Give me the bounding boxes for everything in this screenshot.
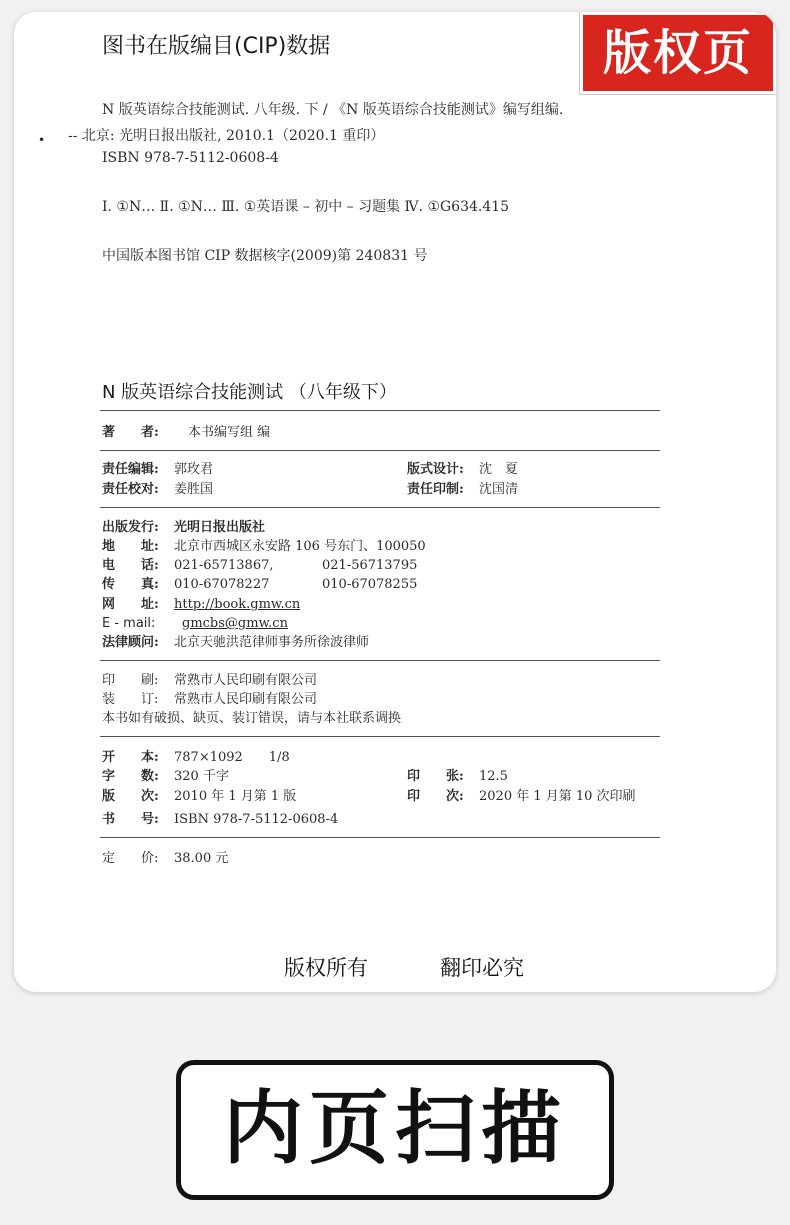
cip-approval-number: 中国版本图书馆 CIP 数据核字(2009)第 240831 号 [102, 248, 428, 264]
impression-row [407, 788, 636, 806]
cip-line-1: N 版英语综合技能测试. 八年级. 下 / 《N 版英语综合技能测试》编写组编. [102, 102, 564, 118]
binder-label: 装 订: [102, 692, 159, 707]
author-row [102, 424, 270, 442]
copyright-page-card [14, 12, 776, 992]
phone-2: 021-56713795 [322, 558, 418, 573]
edition-value: 2010 年 1 月第 1 版 [174, 789, 297, 804]
inner-page-scan-label: 内页扫描 [176, 1060, 614, 1200]
book-title: N 版英语综合技能测试 （八年级下） [102, 382, 397, 403]
copyright-page-badge: 版权页 [580, 12, 776, 94]
impression-label: 印 次: [407, 789, 464, 804]
address-value: 北京市西城区永安路 106 号东门、100050 [174, 539, 426, 554]
legal-row [102, 634, 369, 652]
print-responsibility-label: 责任印制: [407, 482, 464, 497]
design-label: 版式设计: [407, 462, 464, 477]
printer-label: 印 刷: [102, 673, 159, 688]
isbn-row [102, 811, 338, 829]
fax-row [102, 576, 417, 594]
address-label: 地 址: [102, 539, 159, 554]
all-rights-reserved: 版权所有 [284, 956, 368, 980]
fax-2: 010-67078255 [322, 577, 418, 592]
word-count-label: 字 数: [102, 769, 159, 784]
binder-row [102, 691, 317, 709]
author-label: 著 者: [102, 425, 159, 440]
fax-label: 传 真: [102, 577, 159, 592]
design-value: 沈 夏 [479, 462, 519, 477]
price-row [102, 850, 228, 868]
edition-row [102, 788, 296, 806]
price-label: 定 价: [102, 851, 159, 866]
cip-isbn: ISBN 978-7-5112-0608-4 [102, 150, 279, 166]
binder-value: 常熟市人民印刷有限公司 [174, 692, 318, 707]
proof-row [102, 481, 213, 499]
website-label: 网 址: [102, 597, 159, 612]
piracy-prohibited: 翻印必究 [440, 956, 524, 980]
legal-label: 法律顾问: [102, 635, 159, 650]
format-value: 787×1092 1/8 [174, 750, 290, 765]
cip-classification: Ⅰ. ①N… Ⅱ. ①N… Ⅲ. ①英语课 – 初中 – 习题集 Ⅳ. ①G634.415 [102, 199, 510, 215]
divider [100, 450, 660, 451]
author-value: 本书编写组 编 [188, 425, 271, 440]
word-count-value: 320 千字 [174, 769, 229, 784]
word-count-row [102, 768, 229, 786]
price-value: 38.00 元 [174, 851, 229, 866]
isbn-label: 书 号: [102, 812, 159, 827]
format-label: 开 本: [102, 750, 159, 765]
divider [100, 736, 660, 737]
cip-line-2: -- 北京: 光明日报出版社, 2010.1（2020.1 重印） [68, 128, 385, 144]
phone-label: 电 话: [102, 558, 159, 573]
format-row [102, 749, 290, 767]
email-link[interactable]: gmcbs@gmw.cn [182, 616, 288, 631]
legal-value: 北京天驰洪范律师事务所徐波律师 [174, 635, 370, 650]
publisher-row [102, 519, 265, 537]
phone-1: 021-65713867, [174, 558, 274, 573]
bullet-dot: • [38, 133, 46, 147]
divider [100, 410, 660, 411]
fax-1: 010-67078227 [174, 577, 270, 592]
editor-value: 郭玫君 [174, 462, 214, 477]
print-responsibility-row [407, 481, 518, 499]
website-row [102, 596, 300, 614]
proof-value: 姜胜国 [174, 482, 214, 497]
publisher-label: 出版发行: [102, 520, 159, 535]
proof-label: 责任校对: [102, 482, 159, 497]
address-row [102, 538, 426, 556]
printer-value: 常熟市人民印刷有限公司 [174, 673, 318, 688]
design-row [407, 461, 518, 479]
editor-row [102, 461, 213, 479]
cip-title: 图书在版编目(CIP)数据 [102, 34, 331, 59]
impression-value: 2020 年 1 月第 10 次印刷 [479, 789, 636, 804]
email-row [102, 615, 288, 633]
website-link[interactable]: http://book.gmw.cn [174, 597, 301, 612]
sheets-value: 12.5 [479, 769, 508, 784]
email-label: E - mail: [102, 616, 156, 631]
divider [100, 660, 660, 661]
sheets-row [407, 768, 508, 786]
editor-label: 责任编辑: [102, 462, 159, 477]
phone-row [102, 557, 417, 575]
damage-notice: 本书如有破损、缺页、装订错误，请与本社联系调换 [102, 711, 402, 726]
isbn-value: ISBN 978-7-5112-0608-4 [174, 812, 339, 827]
sheets-label: 印 张: [407, 769, 464, 784]
publisher-value: 光明日报出版社 [174, 520, 266, 535]
divider [100, 837, 660, 838]
print-responsibility-value: 沈国清 [479, 482, 519, 497]
printer-row [102, 672, 317, 690]
divider [100, 507, 660, 508]
edition-label: 版 次: [102, 789, 159, 804]
